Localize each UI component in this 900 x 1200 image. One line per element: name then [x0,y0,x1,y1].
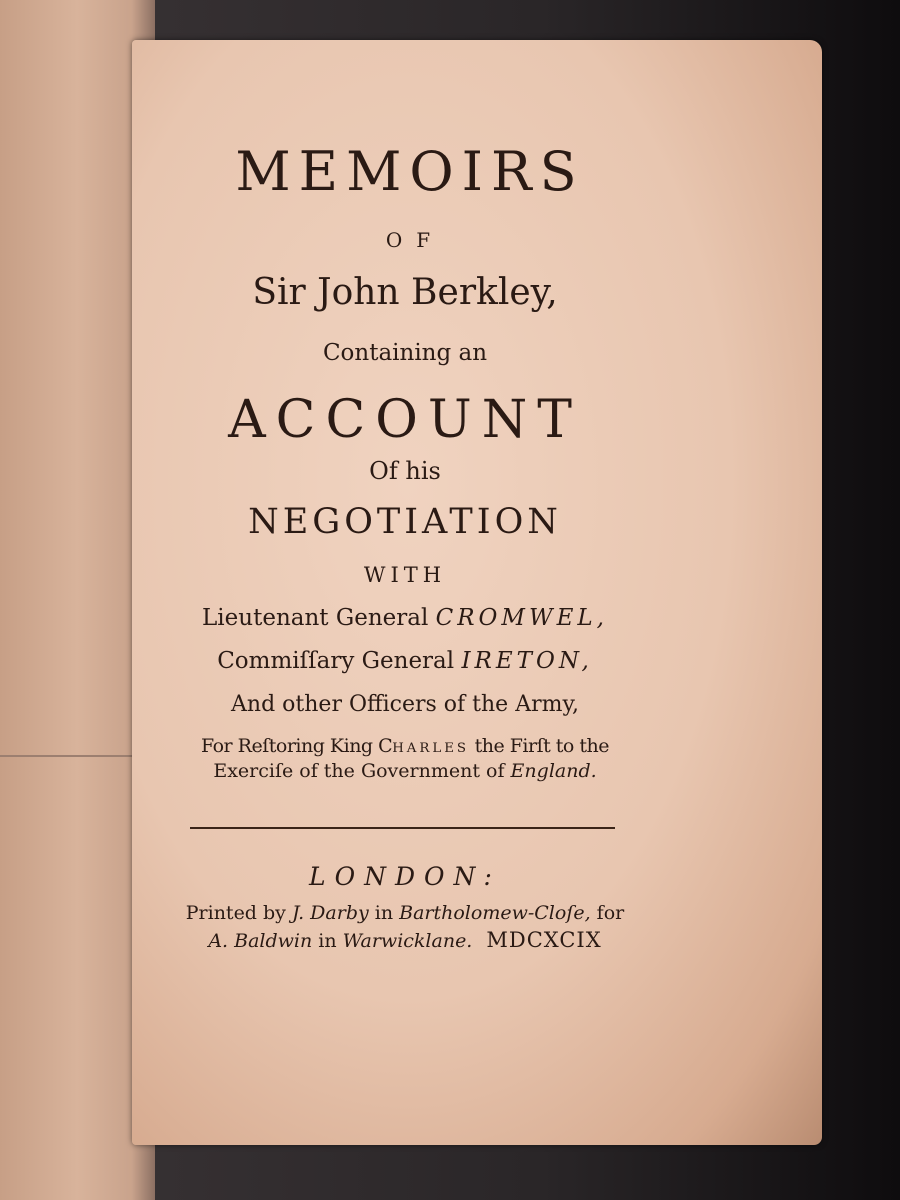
imprint-printer-line [140,902,670,924]
title-page [132,40,822,1145]
subtitle-with: WITH [363,563,447,587]
for-text: for [590,902,625,924]
rank-text: Lieutenant General [202,605,436,631]
ireton-name: IRETON, [461,648,593,674]
line-exercise [150,760,660,782]
subtitle-of-his: Of his [369,457,441,485]
book-title: MEMOIRS [235,140,585,203]
printer-name: J. Darby [291,902,369,924]
line-ireton [150,648,660,674]
subtitle-account: ACCOUNT [228,390,582,450]
bookseller-name: A. Baldwin [208,930,313,952]
line-cromwel [150,605,660,631]
subtitle-negotiation: NEGOTIATION [248,502,562,542]
cromwel-name: CROMWEL, [435,605,608,631]
restoring-text: For Reſtoring King [200,735,379,757]
bookseller-street: Warwicklane. [342,930,473,952]
printer-street: Bartholomew-Cloſe, [399,902,591,924]
line-officers: And other Officers of the Army, [231,692,579,717]
king-name-smallcaps: HARLES [392,741,470,756]
king-initial: C [378,735,393,757]
publication-year: MDCXCIX [486,928,602,952]
imprint-place: LONDON: [309,862,501,891]
author-name: Sir John Berkley, [252,272,558,313]
horizontal-rule [190,827,615,829]
restoring-suffix: the Firſt to the [469,735,610,757]
exercise-text: Exerciſe of the Government of [213,760,511,782]
in-text: in [368,902,400,924]
rank-text: Commiſſary General [217,648,462,674]
england-text: England. [510,760,597,782]
title-of: OF [385,228,445,252]
subtitle-containing: Containing an [322,340,488,366]
line-restoring [150,735,660,757]
printed-by-text: Printed by [185,902,292,924]
imprint-bookseller-line [140,928,670,952]
in-text: in [312,930,343,952]
